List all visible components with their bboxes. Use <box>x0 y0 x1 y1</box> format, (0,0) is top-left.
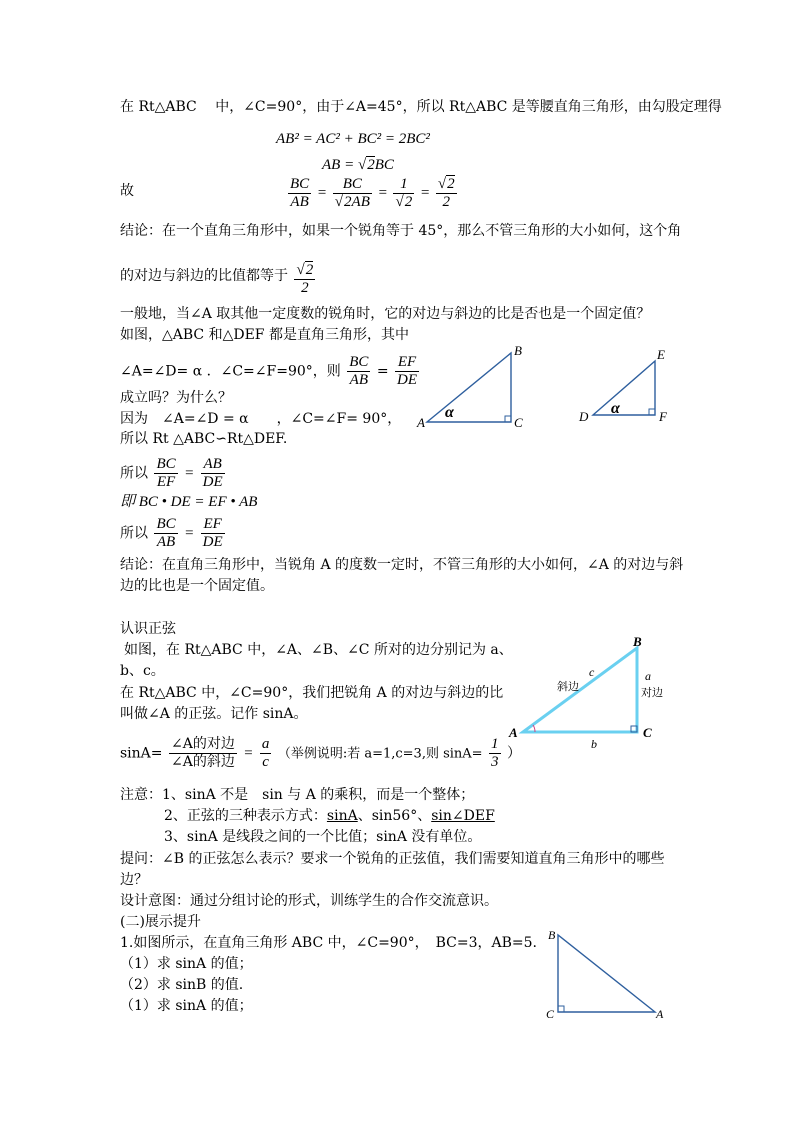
triangle-def-figure <box>575 345 675 435</box>
question-line-cont: 边？ <box>120 872 148 888</box>
equation-ab-squared: AB² = AC² + BC² = 2BC² <box>276 131 430 147</box>
triangle-abc-labeled <box>523 648 637 732</box>
section-heading: (二)展示提升 <box>120 914 201 930</box>
conclusion-1-cont: 的对边与斜边的比值都等于 $\frac{√2}{2}$ <box>120 262 314 296</box>
equation-lhs: AB = <box>322 157 358 173</box>
text-line: 在 Rt△ABC 中，∠C=90°，我们把锐角 A 的对边与斜边的比 <box>120 685 504 701</box>
note-2: 2、正弦的三种表示方式：sinA、sin56°、sin∠DEF <box>164 808 495 824</box>
hypotenuse-label: 斜边 <box>557 681 579 693</box>
design-intent: 设计意图：通过分组讨论的形式，训练学生的合作交流意识。 <box>120 893 498 909</box>
equation-ab: AB = √2BC <box>322 157 394 173</box>
text-line: ∠A=∠D= α ．∠C=∠F=90°，则 $\frac{BC}{AB}$ = $\frac{EF}{DE}$ <box>120 354 418 388</box>
conclusion-1: 结论：在一个直角三角形中，如果一个锐角等于 45°，那么不管三角形的大小如何，这个角 <box>120 223 682 239</box>
label-b: B <box>514 345 522 358</box>
exercise-1-part: （1）求 sinA 的值； <box>120 956 253 972</box>
text-line: 一般地，当∠A 取其他一定度数的锐角时，它的对边与斜边的比是否也是一个固定值？ <box>120 306 651 322</box>
label-a: A <box>417 415 425 430</box>
exercise-1-part: （1）求 sinA 的值； <box>120 998 253 1014</box>
note-3: 3、sinA 是线段之间的一个比值；sinA 没有单位。 <box>164 829 482 845</box>
triangle-abc-exercise <box>558 935 655 1012</box>
label-d: D <box>579 409 589 424</box>
side-b-label: b <box>591 737 597 751</box>
label-b: B <box>633 636 642 649</box>
text-line: 叫做∠A 的正弦。记作 sinA。 <box>120 706 308 722</box>
right-angle-mark <box>505 416 511 422</box>
triangle-abc-figure <box>415 345 535 435</box>
triangle-abc <box>427 353 511 422</box>
label-b: B <box>548 928 556 942</box>
text-gu: 故 <box>120 183 134 199</box>
equation-tail: BC <box>374 157 394 173</box>
label-c: C <box>546 1007 555 1021</box>
sine-definition: sinA= $\frac{\text{∠A的对边}}{\text{∠A的斜边}}$ = $\frac{a}{c}$ （举例说明:若 a=1,c=3,则 sinA= $\frac{1}{3}$ ） <box>120 736 521 770</box>
exercise-1-part: （2）求 sinB 的值. <box>120 977 244 993</box>
text-line: b、c。 <box>120 663 165 679</box>
right-angle-mark <box>558 1006 564 1012</box>
right-angle-mark <box>649 409 655 415</box>
exercise-1: 1.如图所示，在直角三角形 ABC 中，∠C=90°， BC=3，AB=5. <box>120 935 537 951</box>
label-c: C <box>514 415 523 430</box>
label-a: A <box>656 1007 664 1021</box>
text-line: 如图，△ABC 和△DEF 都是直角三角形，其中 <box>120 327 409 343</box>
alpha-label: α <box>445 404 454 421</box>
radicand: 2 <box>367 157 375 173</box>
question-line: 提问：∠B 的正弦怎么表示？要求一个锐角的正弦值，我们需要知道直角三角形中的哪些 <box>120 851 665 867</box>
opposite-label: 对边 <box>641 687 663 699</box>
sine-triangle-figure <box>505 636 675 752</box>
text-line: 成立吗？为什么？ <box>120 390 232 406</box>
text-line: 如图，在 Rt△ABC 中，∠A、∠B、∠C 所对的边分别记为 a、 <box>124 642 513 658</box>
equation-ratio: $\frac{BC}{AB}$ = $\frac{BC}{√2AB}$ = $\frac{1}{√2}$ = $\frac{√2}{2}$ <box>290 176 455 210</box>
exercise-triangle-figure <box>540 925 675 1025</box>
label-f: F <box>659 409 667 424</box>
text-line: 所以 $\frac{BC}{EF}$ = $\frac{AB}{DE}$ <box>120 456 223 490</box>
conclusion-2-cont: 边的比也是一个固定值。 <box>120 578 274 594</box>
label-e: E <box>657 347 665 362</box>
section-heading: 认识正弦 <box>120 621 176 637</box>
text-line: 即 BC • DE = EF • AB <box>120 494 258 510</box>
side-c-label: c <box>589 665 595 679</box>
text-line: 所以 $\frac{BC}{AB}$ = $\frac{EF}{DE}$ <box>120 516 223 550</box>
text-line: 所以 Rt △ABC∽Rt△DEF. <box>120 431 288 447</box>
note-1: 注意：1、sinA 不是 sin 与 A 的乘积，而是一个整体； <box>120 787 475 803</box>
label-c: C <box>643 725 652 740</box>
alpha-label: α <box>611 400 620 417</box>
text-line: 在 Rt△ABC 中，∠C=90°，由于∠A=45°，所以 Rt△ABC 是等腰直角三角形，由勾股定理得 <box>120 99 722 115</box>
side-a-label: a <box>645 669 651 683</box>
conclusion-2: 结论：在直角三角形中，当锐角 A 的度数一定时，不管三角形的大小如何，∠A 的对边与斜 <box>120 557 684 573</box>
label-a: A <box>509 725 518 740</box>
text-line: 因为 ∠A=∠D = α ，∠C=∠F= 90°， <box>120 411 402 427</box>
triangle-def <box>593 361 655 415</box>
